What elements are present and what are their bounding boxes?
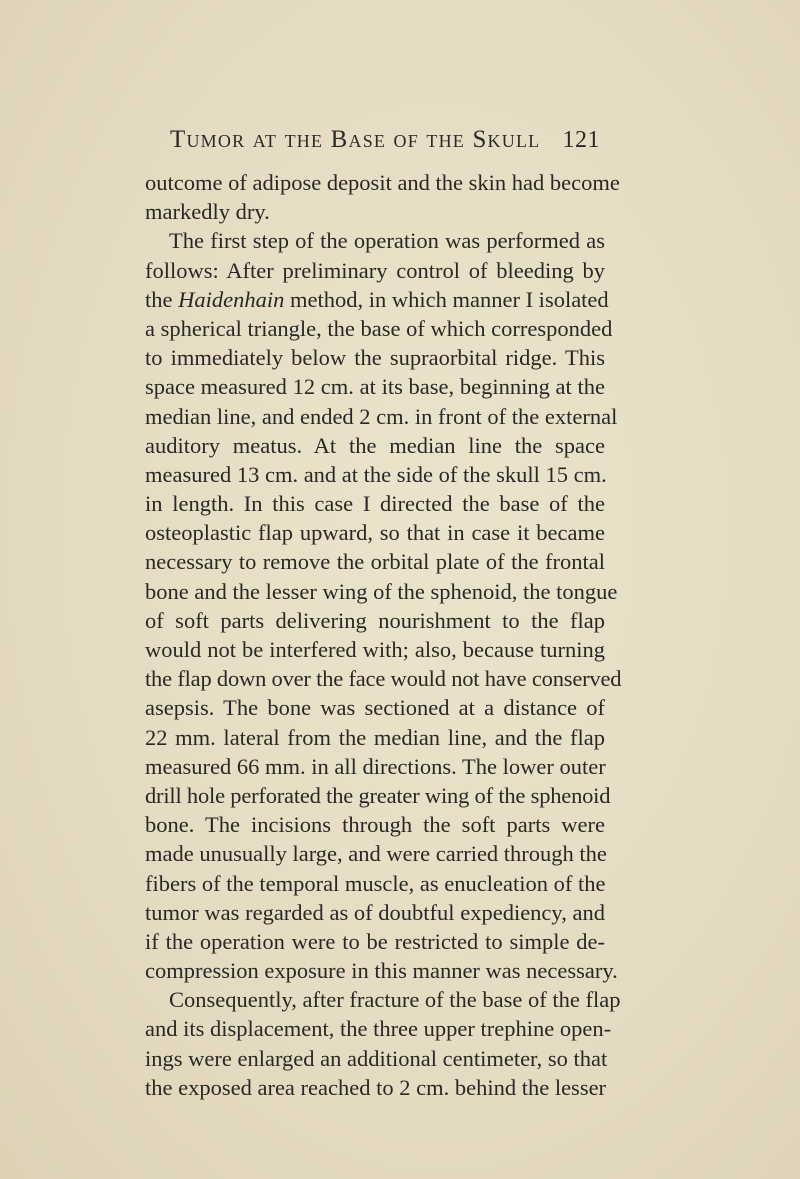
- body-text: [145, 168, 622, 1102]
- text-line: the exposed area reached to 2 cm. behind the lesser: [145, 1074, 607, 1100]
- text-line: if the operation were to be restricted to simple de-: [145, 928, 605, 954]
- text-line: [145, 285, 609, 314]
- text-line: bone. The incisions through the soft parts were: [145, 812, 605, 838]
- text-line: and its displacement, the three upper trephine open-: [145, 1016, 612, 1042]
- text-line: the flap down over the face would not have conserved: [145, 666, 622, 692]
- text-line: asepsis. The bone was sectioned at a distance of: [145, 695, 605, 721]
- text-line: measured 13 cm. and at the side of the skull 15 cm.: [145, 461, 607, 487]
- text-line: outcome of adipose deposit and the skin had become: [145, 170, 620, 195]
- text-line: in length. In this case I directed the base of the: [145, 491, 605, 517]
- page-header: [170, 126, 600, 154]
- text-line: compression exposure in this manner was necessary.: [145, 958, 618, 984]
- text-line: auditory meatus. At the median line the space: [145, 432, 605, 458]
- text-line: would not be interfered with; also, because turning: [145, 637, 605, 662]
- text-line: drill hole perforated the greater wing of the sphenoid: [145, 782, 611, 808]
- text-line: median line, and ended 2 cm. in front of the external: [145, 403, 618, 429]
- line-segment: method, in which manner I isolated: [284, 286, 609, 312]
- text-line: bone and the lesser wing of the sphenoid, the tongue: [145, 578, 618, 604]
- text-line: measured 66 mm. in all directions. The lower outer: [145, 753, 606, 779]
- text-line: osteoplastic flap upward, so that in case it became: [145, 520, 605, 546]
- line-segment: the: [145, 286, 179, 312]
- text-line: markedly dry.: [145, 199, 270, 225]
- text-line: fibers of the temporal muscle, as enucleation of the: [145, 870, 606, 896]
- text-line: made unusually large, and were carried through the: [145, 841, 607, 867]
- text-line: tumor was regarded as of doubtful expediency, and: [145, 899, 605, 925]
- text-line: The first step of the operation was performed as: [169, 228, 605, 254]
- italic-name: Haidenhain: [178, 286, 285, 312]
- text-line: necessary to remove the orbital plate of the frontal: [145, 549, 605, 575]
- page-number: 121: [562, 127, 600, 153]
- text-line: 22 mm. lateral from the median line, and the flap: [145, 724, 605, 750]
- text-line: Consequently, after fracture of the base of the flap: [169, 987, 621, 1013]
- running-head: Tumor at the Base of the Skull: [170, 126, 541, 153]
- text-line: to immediately below the supraorbital ridge. This: [145, 345, 605, 371]
- text-line: ings were enlarged an additional centimeter, so that: [145, 1045, 608, 1071]
- text-line: follows: After preliminary control of bleeding by: [145, 257, 605, 283]
- text-line: a spherical triangle, the base of which corresponded: [145, 315, 613, 341]
- text-line: space measured 12 cm. at its base, beginning at the: [145, 374, 605, 400]
- text-line: of soft parts delivering nourishment to the flap: [145, 607, 605, 633]
